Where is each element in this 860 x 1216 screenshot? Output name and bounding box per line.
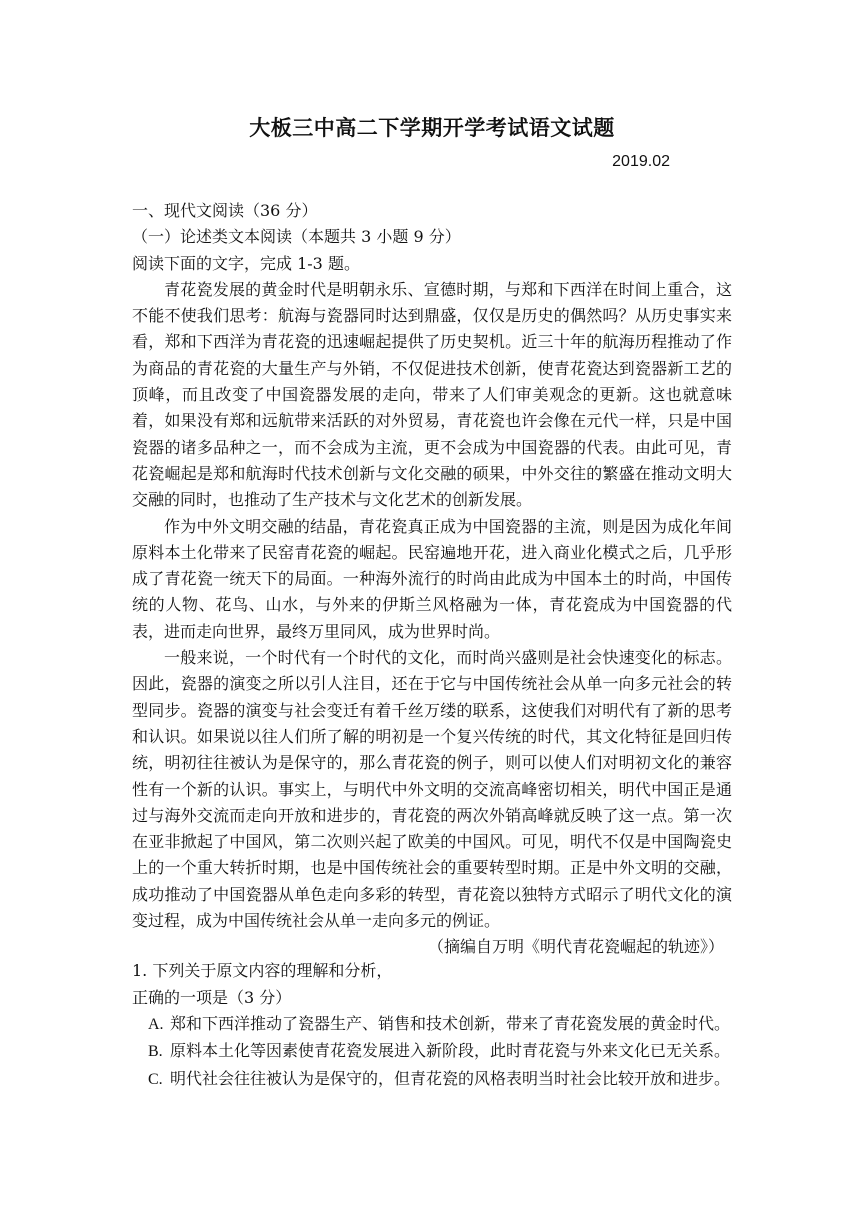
question-1-option-b xyxy=(132,1038,732,1065)
question-1-option-a xyxy=(132,1011,732,1038)
question-1-option-c xyxy=(132,1066,732,1093)
option-b-text: 原料本土化等因素使青花瓷发展进入新阶段，此时青花瓷与外来文化已无关系。 xyxy=(170,1041,731,1061)
section-heading: 一、现代文阅读（36 分） xyxy=(132,201,318,220)
section-subheading: （一）论述类文本阅读（本题共 3 小题 9 分） xyxy=(132,227,461,247)
passage-paragraph-2: 作为中外文明交融的结晶，青花瓷真正成为中国瓷器的主流，则是因为成化年间原料本土化带来了民窑青花瓷的崛起。民窑遍地开花，进入商业化模式之后，几乎形成了青花瓷一统天下的局面。一种海外流行的时尚由此成为中国本土的时尚，中国传统的人物、花鸟、山水，与外来的伊斯兰风格融为一体，青花瓷成为中国瓷器的代表，进而走向世界，最终万里同风，成为世界时尚。 xyxy=(132,516,732,641)
exam-page xyxy=(132,112,732,1093)
passage-paragraph-3 xyxy=(132,645,732,957)
exam-date: 2019.02 xyxy=(612,153,670,170)
passage-paragraph-1: 青花瓷发展的黄金时代是明朝永乐、宣德时期，与郑和下西洋在时间上重合，这不能不使我们思考：航海与瓷器同时达到鼎盛，仅仅是历史的偶然吗？从历史事实来看，郑和下西洋为青花瓷的迅速崛起提供了历史契机。近三十年的航海历程推动了作为商品的青花瓷的大量生产与外销，不仅促进技术创新，使青花瓷达到瓷器新工艺的顶峰，而且改变了中国瓷器发展的走向，带来了人们审美观念的更新。这也就意味着，如果没有郑和远航带来活跃的对外贸易，青花瓷也许会像在元代一样，只是中国瓷器的诸多品种之一，而不会成为主流，更不会成为中国瓷器的代表。由此可见，青花瓷崛起是郑和航海时代技术创新与文化交融的硕果，中外交往的繁盛在推动文明大交融的同时，也推动了生产技术与文化艺术的创新发展。 xyxy=(132,279,732,510)
passage-paragraph-3-text: 一般来说，一个时代有一个时代的文化，而时尚兴盛则是社会快速变化的标志。因此，瓷器的演变之所以引人注目，还在于它与中国传统社会从单一向多元社会的转型同步。瓷器的演变与社会变迁有着千丝万缕的联系，这使我们对明代有了新的思考和认识。如果说以往人们所了解的明初是一个复兴传统的时代，其文化特征是回归传统，明初往往被认为是保守的，那么青花瓷的例子，则可以使人们对明初文化的兼容性有一个新的认识。事实上，与明代中外文明的交流高峰密切相关，明代中国正是通过与海外交流而走向开放和进步的，青花瓷的两次外销高峰就反映了这一点。第一次在亚非掀起了中国风，第二次则兴起了欧美的中国风。可见，明代不仅是中国陶瓷史上的一个重大转折时期，也是中国传统社会的重要转型时期。正是中外文明的交融，成功推动了中国瓷器从单色走向多彩的转型，青花瓷以独特方式昭示了明代文化的演变过程，成为中国传统社会从单一走向多元的例证。 xyxy=(132,648,732,931)
reading-instruction: 阅读下面的文字，完成 1-3 题。 xyxy=(132,253,360,273)
option-c-text: 明代社会往往被认为是保守的，但青花瓷的风格表明当时社会比较开放和进步。 xyxy=(170,1068,731,1088)
option-b-label: B. xyxy=(148,1043,163,1061)
option-a-label: A. xyxy=(148,1015,164,1033)
option-a-text: 郑和下西洋推动了瓷器生产、销售和技术创新，带来了青花瓷发展的黄金时代。 xyxy=(170,1013,731,1033)
question-1-stem: 1. 下列关于原文内容的理解和分析，正确的一项是（3 分） xyxy=(132,961,393,1007)
passage-credit: （摘编自万明《明代青花瓷崛起的轨迹》） xyxy=(427,937,724,957)
exam-title: 大板三中高二下学期开学考试语文试题 xyxy=(249,115,615,140)
option-c-label: C. xyxy=(148,1070,163,1088)
